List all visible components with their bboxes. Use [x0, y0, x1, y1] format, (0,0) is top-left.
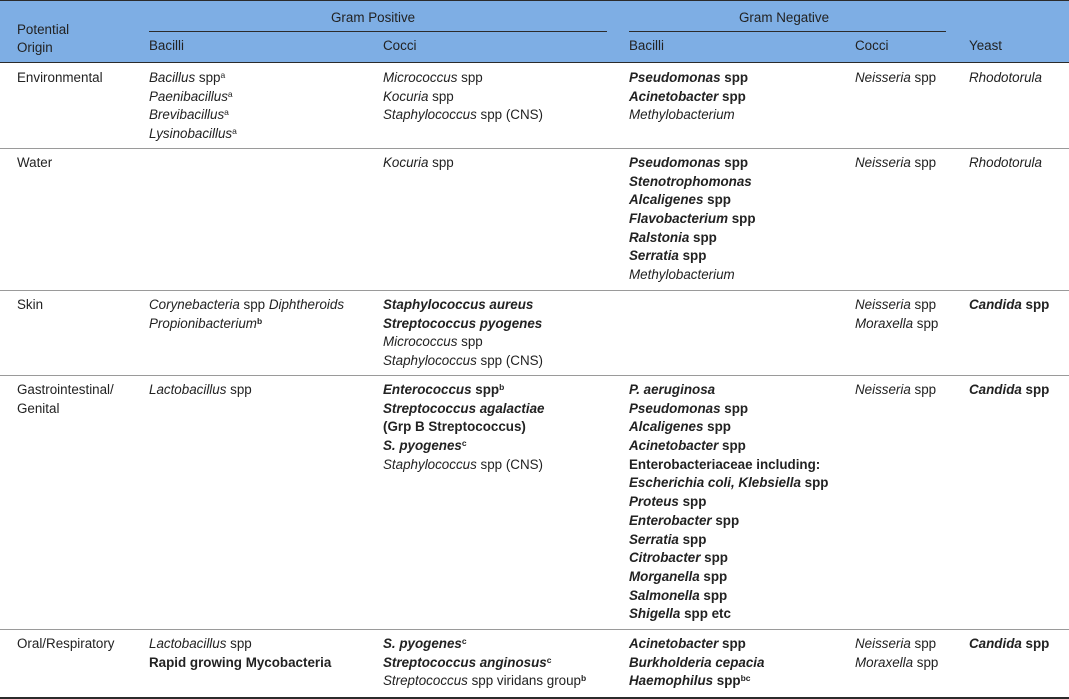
row-divider [0, 375, 1069, 376]
text-segment: Lactobacillus [149, 382, 227, 397]
text-segment: Propionibacterium [149, 315, 257, 331]
text-segment: Morganella [629, 568, 700, 584]
organism-entry [383, 381, 545, 400]
text-segment: spp [678, 531, 707, 547]
organism-entry [383, 106, 543, 125]
organism-entry [855, 154, 936, 173]
text-segment: Haemophilus [629, 673, 714, 689]
gp-cocci-cell [383, 154, 454, 173]
text-segment: spp [457, 70, 483, 85]
text-segment: Streptococcus [383, 673, 468, 689]
origin-cell [17, 154, 52, 173]
origin-cell [17, 635, 114, 654]
origin-label: Gastrointestinal/ [17, 382, 114, 397]
text-segment: spp [910, 297, 937, 312]
text-segment: spp [1021, 382, 1050, 397]
gp-cocci-cell [383, 381, 545, 474]
header-gp-bacilli: Bacilli [149, 38, 184, 53]
organism-entry [855, 69, 936, 88]
text-segment: Diphtheroids [268, 297, 345, 312]
organism-entry [629, 437, 828, 456]
text-segment: Paenibacillus [149, 88, 228, 104]
origin-label: Water [17, 155, 53, 170]
organism-entry [149, 635, 331, 654]
organism-entry [383, 635, 586, 654]
text-segment: Candida [969, 297, 1022, 312]
text-segment: Streptococcus anginosus [383, 654, 547, 670]
gp-bacilli-cell [149, 69, 237, 144]
text-segment: spp [800, 475, 829, 491]
organism-entry [383, 296, 543, 315]
text-segment: (Grp B Streptococcus) [383, 419, 526, 435]
organism-entry [149, 88, 237, 107]
header-gram-negative: Gram Negative [739, 10, 830, 25]
text-segment: spp (CNS) [476, 107, 544, 123]
gram-negative-underline [629, 31, 946, 32]
table-header [0, 0, 1069, 63]
organism-entry [383, 315, 543, 334]
gp-cocci-cell [383, 296, 543, 371]
organism-entry [149, 315, 344, 334]
yeast-cell [969, 635, 1049, 654]
header-yeast: Yeast [969, 38, 1003, 53]
text-segment: Lysinobacillus [149, 126, 233, 142]
organism-entry [855, 654, 938, 673]
text-segment: Burkholderia cepacia [629, 654, 765, 670]
row-divider [0, 148, 1069, 149]
text-segment: Neisseria [855, 155, 911, 170]
text-segment: Acinetobacter [629, 438, 719, 454]
text-segment: Pseudomonas [629, 155, 721, 170]
organism-entry [629, 266, 756, 285]
text-segment: Staphylococcus [383, 107, 477, 123]
text-segment: spp [718, 88, 746, 104]
header-bottom-rule [0, 62, 1069, 63]
footnote-marker: c [546, 654, 552, 665]
text-segment: Alcaligenes [629, 192, 704, 208]
text-segment: spp [678, 248, 707, 264]
text-segment: Stenotrophomonas [629, 173, 752, 189]
text-segment: Staphylococcus aureus [383, 297, 534, 312]
footnote-marker: a [224, 107, 229, 118]
text-segment: Rhodotorula [969, 70, 1042, 85]
text-segment: Shigella [629, 606, 681, 622]
text-segment: spp [910, 155, 937, 170]
text-segment: spp [699, 587, 728, 603]
text-segment: spp viridans group [467, 673, 581, 689]
origin-label: Environmental [17, 70, 103, 85]
organism-entry [629, 474, 828, 493]
text-segment: Rapid growing Mycobacteria [149, 654, 332, 670]
text-segment: spp [713, 673, 741, 689]
text-segment: spp [703, 192, 731, 208]
text-segment: Flavobacterium [629, 211, 728, 227]
organism-entry [855, 315, 938, 334]
text-segment: P. aeruginosa [629, 382, 716, 397]
text-segment: spp [195, 70, 221, 85]
organism-entry [629, 210, 756, 229]
text-segment: Enterobacter [629, 512, 712, 528]
gn-cocci-cell [855, 635, 938, 672]
text-segment: spp etc [680, 606, 731, 622]
footnote-marker: a [227, 88, 233, 99]
text-segment: Neisseria [855, 636, 911, 651]
organism-entry [629, 381, 828, 400]
text-segment: Pseudomonas [629, 70, 721, 85]
text-segment: Methylobacterium [629, 267, 735, 283]
organism-entry [149, 106, 237, 125]
organism-entry [383, 672, 586, 691]
organism-entry [383, 418, 545, 437]
organism-entry [629, 247, 756, 266]
footnote-marker: c [461, 438, 467, 449]
text-segment: Neisseria [855, 297, 911, 312]
organism-entry [629, 587, 828, 606]
organism-entry [629, 531, 828, 550]
organism-entry [383, 333, 543, 352]
text-segment: spp [239, 297, 269, 312]
gn-bacilli-cell [629, 69, 748, 125]
yeast-cell [969, 296, 1049, 315]
organism-entry [969, 154, 1042, 173]
gp-cocci-cell [383, 635, 586, 691]
gp-bacilli-cell [149, 381, 252, 400]
text-segment: spp (CNS) [476, 353, 544, 369]
text-segment: Kocuria [383, 155, 429, 170]
text-segment: Methylobacterium [629, 107, 735, 123]
text-segment: spp [1021, 636, 1050, 651]
gp-bacilli-cell [149, 635, 331, 672]
header-potential-origin: Potential Origin [17, 22, 70, 55]
text-segment: spp [689, 229, 717, 245]
origin-cell [17, 381, 114, 418]
organism-entry [629, 672, 764, 691]
text-segment: spp [727, 211, 756, 227]
text-segment: spp [720, 70, 749, 85]
organism-entry [383, 400, 545, 419]
header-gp-cocci: Cocci [383, 38, 417, 53]
organism-entry [149, 381, 252, 400]
text-segment: Streptococcus pyogenes [383, 315, 543, 331]
text-segment: Escherichia coli, Klebsiella [629, 475, 801, 491]
footnote-marker: b [499, 382, 505, 392]
gn-cocci-cell [855, 296, 938, 333]
origin-label: Skin [17, 297, 44, 312]
gp-bacilli-cell [149, 296, 344, 333]
text-segment: Candida [969, 636, 1022, 651]
text-segment: Staphylococcus [383, 456, 477, 472]
text-segment: spp [457, 334, 483, 350]
text-segment: Acinetobacter [629, 88, 719, 104]
organism-entry [629, 549, 828, 568]
text-segment: Kocuria [383, 88, 429, 104]
text-segment: spp [910, 636, 937, 651]
organism-entry [969, 296, 1049, 315]
organism-entry [969, 381, 1049, 400]
organism-entry [629, 191, 756, 210]
gram-positive-underline [149, 31, 607, 32]
organism-entry [149, 69, 237, 88]
text-segment: spp [428, 88, 454, 104]
text-segment: spp [720, 400, 749, 416]
organism-entry [383, 88, 543, 107]
text-segment: spp [703, 419, 731, 435]
organism-entry [629, 173, 756, 192]
yeast-cell [969, 154, 1042, 173]
origin-cell [17, 69, 103, 88]
origin-label: Genital [17, 400, 60, 416]
text-segment: Streptococcus agalactiae [383, 400, 545, 416]
row-divider [0, 629, 1069, 630]
text-segment: S. pyogenes [383, 636, 462, 651]
organism-entry [383, 456, 545, 475]
text-segment: spp [913, 654, 939, 670]
text-segment: spp [718, 438, 746, 454]
organism-entry [969, 69, 1042, 88]
organism-entry [149, 296, 344, 315]
organism-entry [149, 654, 331, 673]
text-segment: Moraxella [855, 315, 914, 331]
gn-bacilli-cell [629, 154, 756, 285]
text-segment: Acinetobacter [629, 636, 719, 651]
text-segment: spp [720, 155, 749, 170]
text-segment: Enterococcus [383, 382, 472, 397]
gn-bacilli-cell [629, 635, 764, 691]
footnote-marker: b [256, 315, 263, 326]
organism-entry [855, 381, 936, 400]
text-segment: Staphylococcus [383, 353, 477, 369]
organism-entry [149, 125, 237, 144]
organism-entry [629, 654, 764, 673]
text-segment: spp [913, 315, 939, 331]
organism-entry [629, 635, 764, 654]
row-divider [0, 290, 1069, 291]
organism-entry [629, 493, 828, 512]
organism-entry [629, 568, 828, 587]
text-segment: spp [700, 550, 728, 566]
text-segment: Salmonella [629, 587, 700, 603]
text-segment: spp [226, 382, 252, 397]
yeast-cell [969, 381, 1049, 400]
organism-entry [629, 605, 828, 624]
text-segment: Rhodotorula [969, 155, 1042, 170]
text-segment: Lactobacillus [149, 636, 227, 651]
text-segment: spp [428, 155, 454, 170]
text-segment: Serratia [629, 531, 679, 547]
organism-entry [855, 635, 938, 654]
text-segment: Pseudomonas [629, 400, 721, 416]
organism-entry [629, 456, 828, 475]
header-gram-positive: Gram Positive [331, 10, 416, 25]
origin-cell [17, 296, 43, 315]
text-segment: Micrococcus [383, 334, 458, 350]
text-segment: Micrococcus [383, 70, 458, 85]
text-segment: Serratia [629, 248, 679, 264]
organism-entry [629, 69, 748, 88]
text-segment: spp [226, 636, 252, 651]
gn-cocci-cell [855, 154, 936, 173]
organism-entry [383, 437, 545, 456]
text-segment: Candida [969, 382, 1022, 397]
text-segment: spp [471, 382, 500, 397]
organism-entry [383, 69, 543, 88]
gp-cocci-cell [383, 69, 543, 125]
text-segment: Neisseria [855, 70, 911, 85]
text-segment: Alcaligenes [629, 419, 704, 435]
text-segment: Neisseria [855, 382, 911, 397]
header-gn-bacilli: Bacilli [629, 38, 664, 53]
footnote-marker: a [232, 126, 237, 137]
organism-entry [383, 654, 586, 673]
text-segment: Moraxella [855, 654, 914, 670]
text-segment: Citrobacter [629, 550, 701, 566]
text-segment: spp [718, 636, 746, 651]
organism-entry [383, 154, 454, 173]
footnote-marker: bc [740, 673, 751, 684]
text-segment: Proteus [629, 494, 679, 510]
footnote-marker: c [461, 636, 467, 646]
header-gn-cocci: Cocci [855, 38, 889, 53]
organism-entry [383, 352, 543, 371]
organism-entry [969, 635, 1049, 654]
text-segment: spp [711, 512, 740, 528]
organism-entry [629, 88, 748, 107]
yeast-cell [969, 69, 1042, 88]
text-segment: spp [699, 568, 728, 584]
gn-bacilli-cell [629, 381, 828, 624]
organism-entry [629, 106, 748, 125]
text-segment: Corynebacteria [149, 297, 240, 312]
organism-entry [629, 400, 828, 419]
text-segment: spp [910, 382, 937, 397]
text-segment: spp [1021, 297, 1050, 312]
organism-entry [629, 512, 828, 531]
organism-entry [629, 229, 756, 248]
origin-label: Oral/Respiratory [17, 636, 115, 651]
text-segment: Brevibacillus [149, 107, 225, 123]
text-segment: Bacillus [149, 70, 196, 85]
text-segment: Enterobacteriaceae including: [629, 456, 821, 472]
organism-entry [629, 154, 756, 173]
text-segment: S. pyogenes [383, 438, 462, 454]
organism-entry [855, 296, 938, 315]
footnote-marker: b [581, 673, 587, 684]
text-segment: spp [678, 494, 707, 510]
text-segment: Ralstonia [629, 229, 690, 245]
gn-cocci-cell [855, 69, 936, 88]
text-segment: spp [910, 70, 937, 85]
gn-cocci-cell [855, 381, 936, 400]
organism-entry [629, 418, 828, 437]
footnote-marker: a [220, 70, 226, 80]
text-segment: spp (CNS) [476, 456, 544, 472]
